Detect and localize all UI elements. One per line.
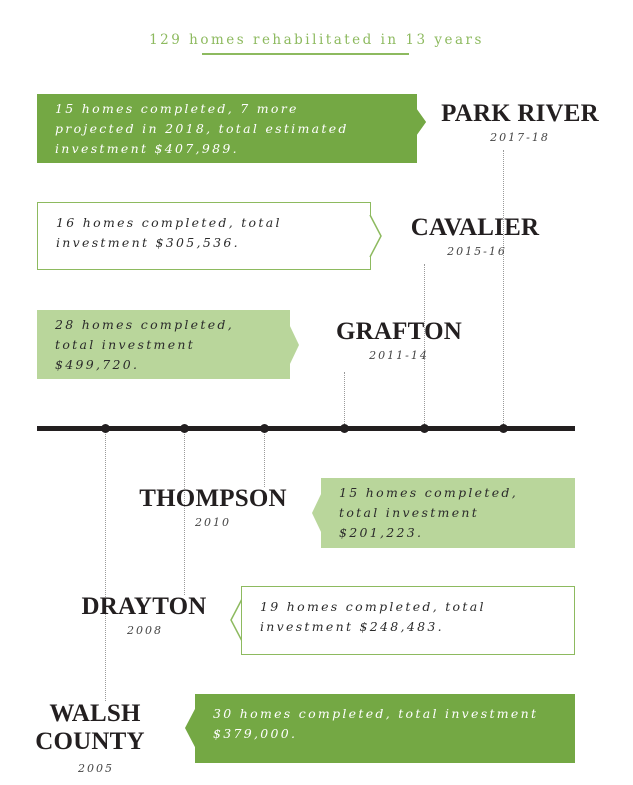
- callout-line: 15 homes completed,: [339, 485, 518, 500]
- leader-walsh-county: [105, 431, 106, 701]
- callout-line: total investment: [55, 337, 196, 352]
- callout-line: 16 homes completed, total: [56, 215, 282, 230]
- callout-drayton: [241, 586, 575, 655]
- callout-arrow-walsh-county: [182, 707, 196, 749]
- years-grafton: 2011-14: [369, 349, 429, 362]
- place-line: WALSH: [49, 700, 141, 727]
- timeline-dot-cavalier: [420, 424, 429, 433]
- place-cavalier: CAVALIER: [410, 214, 540, 241]
- callout-grafton: [37, 310, 290, 379]
- callout-line: 19 homes completed, total: [260, 599, 486, 614]
- timeline-dot-walsh-county: [101, 424, 110, 433]
- years-thompson: 2010: [195, 516, 231, 529]
- callout-line: investment $407,989.: [55, 141, 239, 156]
- timeline-dot-thompson: [260, 424, 269, 433]
- callout-arrow-cavalier: [369, 215, 383, 257]
- leader-grafton: [344, 372, 345, 426]
- callout-line: investment $305,536.: [56, 235, 240, 250]
- years-park-river: 2017-18: [490, 131, 550, 144]
- callout-park-river: [37, 94, 417, 163]
- place-grafton: GRAFTON: [336, 318, 462, 345]
- years-walsh-county: 2005: [78, 762, 114, 775]
- callout-cavalier: [37, 202, 371, 270]
- leader-park-river: [503, 150, 504, 426]
- callout-line: 28 homes completed,: [55, 317, 234, 332]
- callout-line: $499,720.: [55, 357, 140, 372]
- callout-arrow-park-river: [416, 94, 428, 163]
- callout-line: 30 homes completed, total investment: [213, 706, 539, 721]
- callout-arrow-grafton: [289, 324, 301, 366]
- callout-line: $379,000.: [213, 726, 298, 741]
- place-park-river: PARK RIVER: [441, 100, 599, 127]
- timeline-dot-park-river: [499, 424, 508, 433]
- callout-walsh-county: [195, 694, 575, 763]
- header-underline: [202, 53, 409, 55]
- years-drayton: 2008: [127, 624, 163, 637]
- place-line: COUNTY: [35, 728, 145, 755]
- callout-line: investment $248,483.: [260, 619, 444, 634]
- place-walsh-county: [30, 700, 160, 756]
- callout-line: projected in 2018, total estimated: [55, 121, 349, 136]
- header-title: 129 homes rehabilitated in 13 years: [149, 32, 484, 48]
- callout-thompson: [321, 478, 575, 548]
- leader-thompson: [264, 431, 265, 487]
- callout-line: $201,223.: [339, 525, 424, 540]
- timeline-dot-grafton: [340, 424, 349, 433]
- years-cavalier: 2015-16: [447, 245, 507, 258]
- place-drayton: DRAYTON: [81, 593, 207, 620]
- callout-line: total investment: [339, 505, 480, 520]
- callout-line: 15 homes completed, 7 more: [55, 101, 299, 116]
- leader-drayton: [184, 431, 185, 595]
- timeline-axis: [37, 426, 575, 431]
- place-thompson: THOMPSON: [139, 485, 287, 512]
- timeline-dot-drayton: [180, 424, 189, 433]
